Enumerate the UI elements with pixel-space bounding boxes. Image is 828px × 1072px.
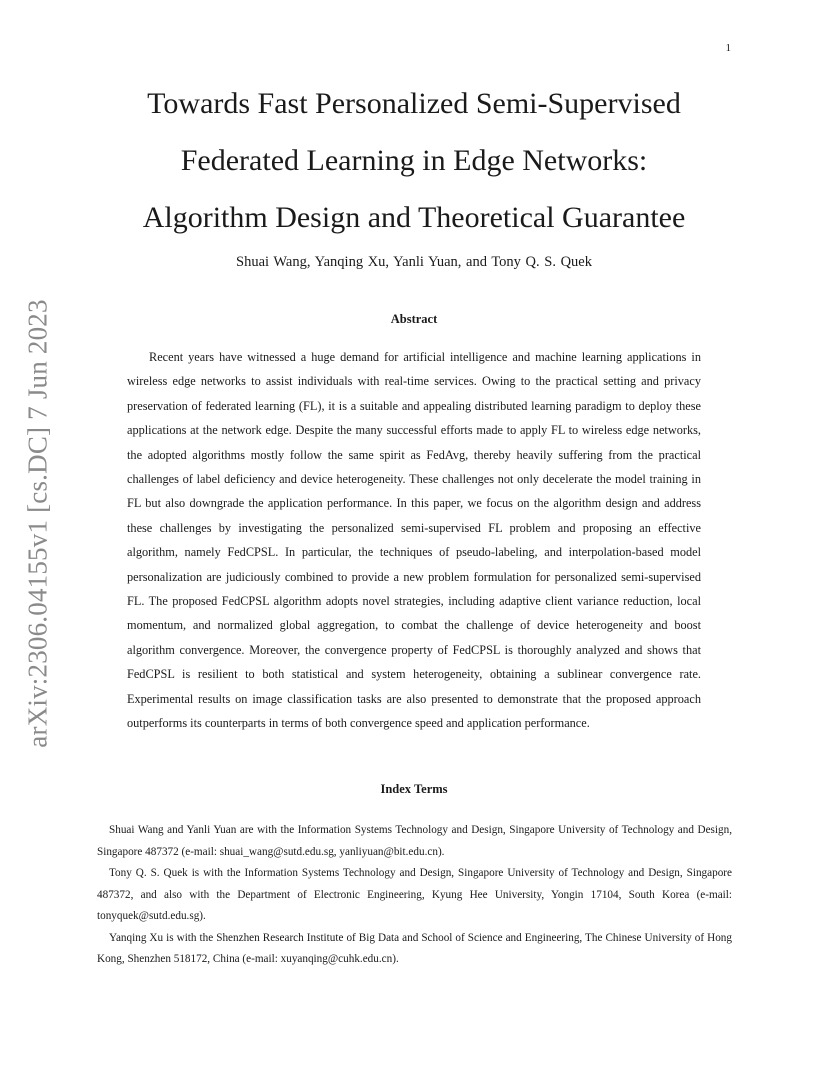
title-line: Algorithm Design and Theoretical Guarantee [142, 201, 686, 234]
affiliation-note: Tony Q. S. Quek is with the Information Systems Technology and Design, Singapore University of Technology and Design, Singapore 487372, and also with the Department of Electronic Engineering, Kyung Hee University, Yongin 17104, South Korea (e-mail: tonyquek@sutd.edu.sg). [97, 867, 732, 922]
abstract-body: Recent years have witnessed a huge demand for artificial intelligence and machine learning applications in wireless edge networks to assist individuals with real-time services. Owing to the practical setting and privacy preservation of federated learning (FL), it is a suitable and appealing distributed learning paradigm to deploy these applications at the network edge. Despite the many successful efforts made to apply FL to wireless edge networks, the adopted algorithms mostly follow the same spirit as FedAvg, thereby heavily suffering from the practical challenges of label deficiency and device heterogeneity. These challenges not only decelerate the model training in FL but also downgrade the application performance. In this paper, we focus on the algorithm design and address these challenges by investigating the personalized semi-supervised FL problem and proposing an effective algorithm, namely FedCPSL. In particular, the techniques of pseudo-labeling, and interpolation-based model personalization are judiciously combined to provide a new problem formulation for personalized semi-supervised FL. The proposed FedCPSL algorithm adopts novel strategies, including adaptive client variance reduction, local momentum, and normalized global aggregation, to combat the challenge of device heterogeneity and boost algorithm convergence. Moreover, the convergence property of FedCPSL is thoroughly analyzed and shows that FedCPSL is resilient to both statistical and system heterogeneity, obtaining a sublinear convergence rate. Experimental results on image classification tasks are also presented to demonstrate that the proposed approach outperforms its counterparts in terms of both convergence speed and application performance. [127, 350, 701, 731]
page-number: 1 [725, 42, 731, 54]
arxiv-stamp-text: arXiv:2306.04155v1 [cs.DC] 7 Jun 2023 [22, 299, 53, 748]
title-line: Towards Fast Personalized Semi-Supervised [147, 87, 681, 120]
affiliation-note: Shuai Wang and Yanli Yuan are with the Information Systems Technology and Design, Singapore University of Technology and Design, Singapore 487372 (e-mail: shuai_wang@sutd.edu.sg, yanliyuan@bit.edu.cn). [97, 824, 732, 858]
index-terms-heading: Index Terms [380, 782, 448, 796]
arxiv-stamp [16, 296, 60, 751]
author-list: Shuai Wang, Yanqing Xu, Yanli Yuan, and Tony Q. S. Quek [236, 254, 592, 270]
affiliation-note: Yanqing Xu is with the Shenzhen Research Institute of Big Data and School of Science and Engineering, The Chinese University of Hong Kong, Shenzhen 518172, China (e-mail: xuyanqing@cuhk.edu.cn). [97, 931, 732, 965]
paper-title [80, 75, 748, 246]
abstract-heading: Abstract [390, 312, 438, 326]
affiliation-footnotes [97, 820, 732, 971]
title-line: Federated Learning in Edge Networks: [180, 144, 648, 177]
